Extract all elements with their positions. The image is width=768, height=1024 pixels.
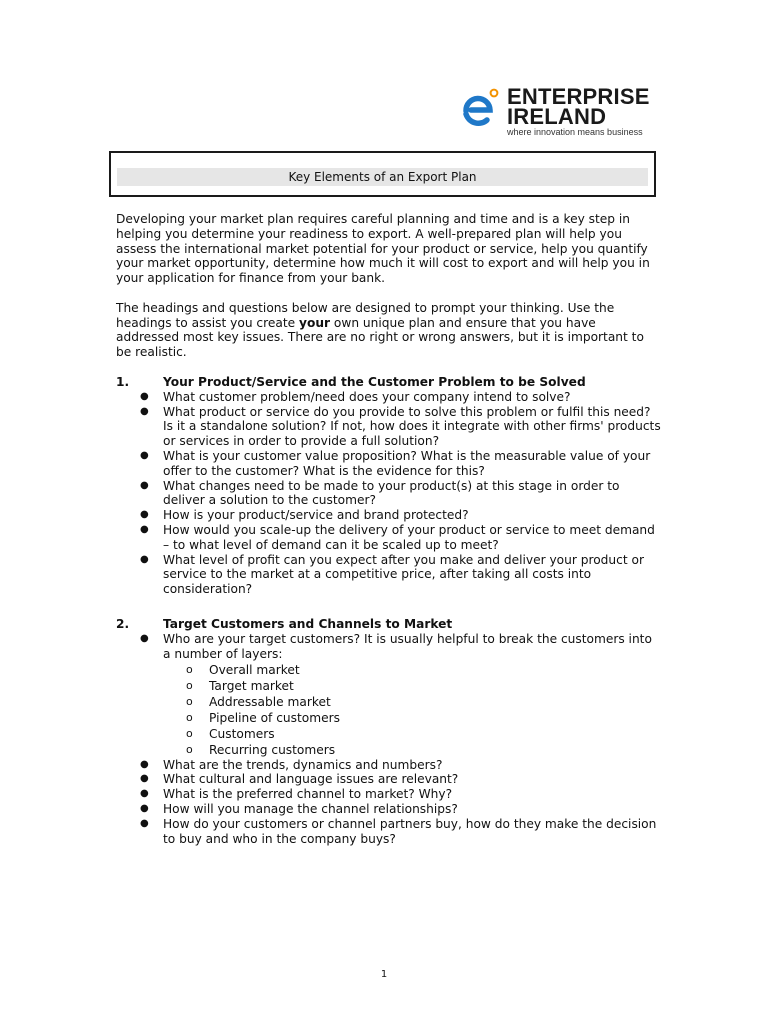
bullet-icon: ● <box>140 509 149 521</box>
sub-list-item <box>163 678 661 694</box>
list-item-text: How do your customers or channel partners buy, how do they make the decision to buy and who in the company buys? <box>163 816 657 846</box>
section-title: Target Customers and Channels to Market <box>163 616 453 631</box>
list-item-text: What customer problem/need does your company intend to solve? <box>163 389 571 404</box>
list-item <box>116 802 661 817</box>
headings-paragraph <box>116 301 661 360</box>
list-item-text: What product or service do you provide to solve this problem or fulfil this need? Is it a standalone solution? If not, how does it integrate with other firms' products or services in order to provide a full solution? <box>163 404 661 449</box>
section-2-heading <box>116 617 661 632</box>
enterprise-ireland-logo-icon <box>457 86 501 130</box>
logo-tagline: where innovation means business <box>507 127 643 137</box>
sub-list-item <box>163 726 661 742</box>
bullet-icon: ● <box>140 390 149 402</box>
circle-bullet-icon: o <box>186 710 193 724</box>
circle-bullet-icon: o <box>186 678 193 692</box>
section-1-heading <box>116 375 661 390</box>
list-item-text: How will you manage the channel relationships? <box>163 801 458 816</box>
bullet-icon: ● <box>140 817 149 829</box>
list-item <box>116 772 661 787</box>
circle-bullet-icon: o <box>186 694 193 708</box>
headings-paragraph-text-1: The headings and questions below are designed to prompt your thinking. Use the headings to assist you create <box>116 300 615 330</box>
sub-list-item-text: Target market <box>209 678 294 693</box>
logo-text-enterprise: ENTERPRISE <box>507 84 650 109</box>
list-item-text: What is the preferred channel to market? Why? <box>163 787 453 802</box>
sub-list-item-text: Addressable market <box>209 694 331 709</box>
list-item-text: How would you scale-up the delivery of your product or service to meet demand – to what level of demand can it be scaled up to meet? <box>163 522 655 552</box>
list-item-text: What cultural and language issues are relevant? <box>163 772 459 787</box>
section-2 <box>116 617 661 846</box>
list-item-text: How is your product/service and brand protected? <box>163 508 469 523</box>
sub-list <box>163 662 661 758</box>
list-item <box>116 787 661 802</box>
list-item-text: Who are your target customers? It is usually helpful to break the customers into a number of layers: <box>163 631 652 661</box>
bullet-icon: ● <box>140 523 149 535</box>
bullet-icon: ● <box>140 802 149 814</box>
circle-bullet-icon: o <box>186 742 193 756</box>
list-item <box>116 390 661 405</box>
section-number: 2. <box>116 616 130 631</box>
list-item <box>116 553 661 597</box>
circle-bullet-icon: o <box>186 662 193 676</box>
section-title: Your Product/Service and the Customer Problem to be Solved <box>163 374 586 389</box>
bullet-icon: ● <box>140 553 149 565</box>
circle-bullet-icon: o <box>186 726 193 740</box>
list-item <box>116 405 661 449</box>
bullet-icon: ● <box>140 479 149 491</box>
list-item <box>116 632 661 758</box>
enterprise-ireland-logo <box>457 84 657 138</box>
headings-paragraph-bold: your <box>299 315 331 330</box>
document-body <box>116 212 661 846</box>
list-item <box>116 449 661 479</box>
sub-list-item-text: Pipeline of customers <box>209 710 340 725</box>
page-number: 1 <box>380 969 388 980</box>
bullet-icon: ● <box>140 449 149 461</box>
bullet-icon: ● <box>140 405 149 417</box>
bullet-icon: ● <box>140 773 149 785</box>
title-box <box>109 151 656 197</box>
list-item <box>116 508 661 523</box>
sub-list-item <box>163 742 661 758</box>
list-item <box>116 817 661 847</box>
section-1 <box>116 375 661 597</box>
list-item-text: What level of profit can you expect after you make and deliver your product or service to the market at a competitive price, after taking all costs into consideration? <box>163 552 644 597</box>
sub-list-item <box>163 662 661 678</box>
section-2-bullet-list <box>116 632 661 846</box>
bullet-icon: ● <box>140 632 149 644</box>
sub-list-item-text: Overall market <box>209 662 300 677</box>
logo-text-ireland: IRELAND <box>507 104 607 129</box>
list-item-text: What are the trends, dynamics and numbers? <box>163 757 443 772</box>
sub-list-item <box>163 694 661 710</box>
list-item <box>116 479 661 509</box>
list-item-text: What is your customer value proposition? What is the measurable value of your offer to the customer? What is the evidence for this? <box>163 448 651 478</box>
bullet-icon: ● <box>140 758 149 770</box>
headings-paragraph-text-2: own unique plan and ensure that you have addressed most key issues. There are no right or wrong answers, but it is important to be realistic. <box>116 315 644 360</box>
section-1-bullet-list <box>116 390 661 597</box>
intro-paragraph: Developing your market plan requires careful planning and time and is a key step in helping you determine your readiness to export. A well-prepared plan will help you assess the international market potential for your product or service, help you quantify your market opportunity, determine how much it will cost to export and will help you in your application for finance from your bank. <box>116 212 650 286</box>
sub-list-item-text: Recurring customers <box>209 742 336 757</box>
page-title: Key Elements of an Export Plan <box>117 168 648 186</box>
list-item <box>116 758 661 773</box>
sub-list-item-text: Customers <box>209 726 275 741</box>
section-number: 1. <box>116 374 130 389</box>
sub-list-item <box>163 710 661 726</box>
list-item <box>116 523 661 553</box>
bullet-icon: ● <box>140 788 149 800</box>
list-item-text: What changes need to be made to your product(s) at this stage in order to deliver a solution to the customer? <box>163 478 620 508</box>
